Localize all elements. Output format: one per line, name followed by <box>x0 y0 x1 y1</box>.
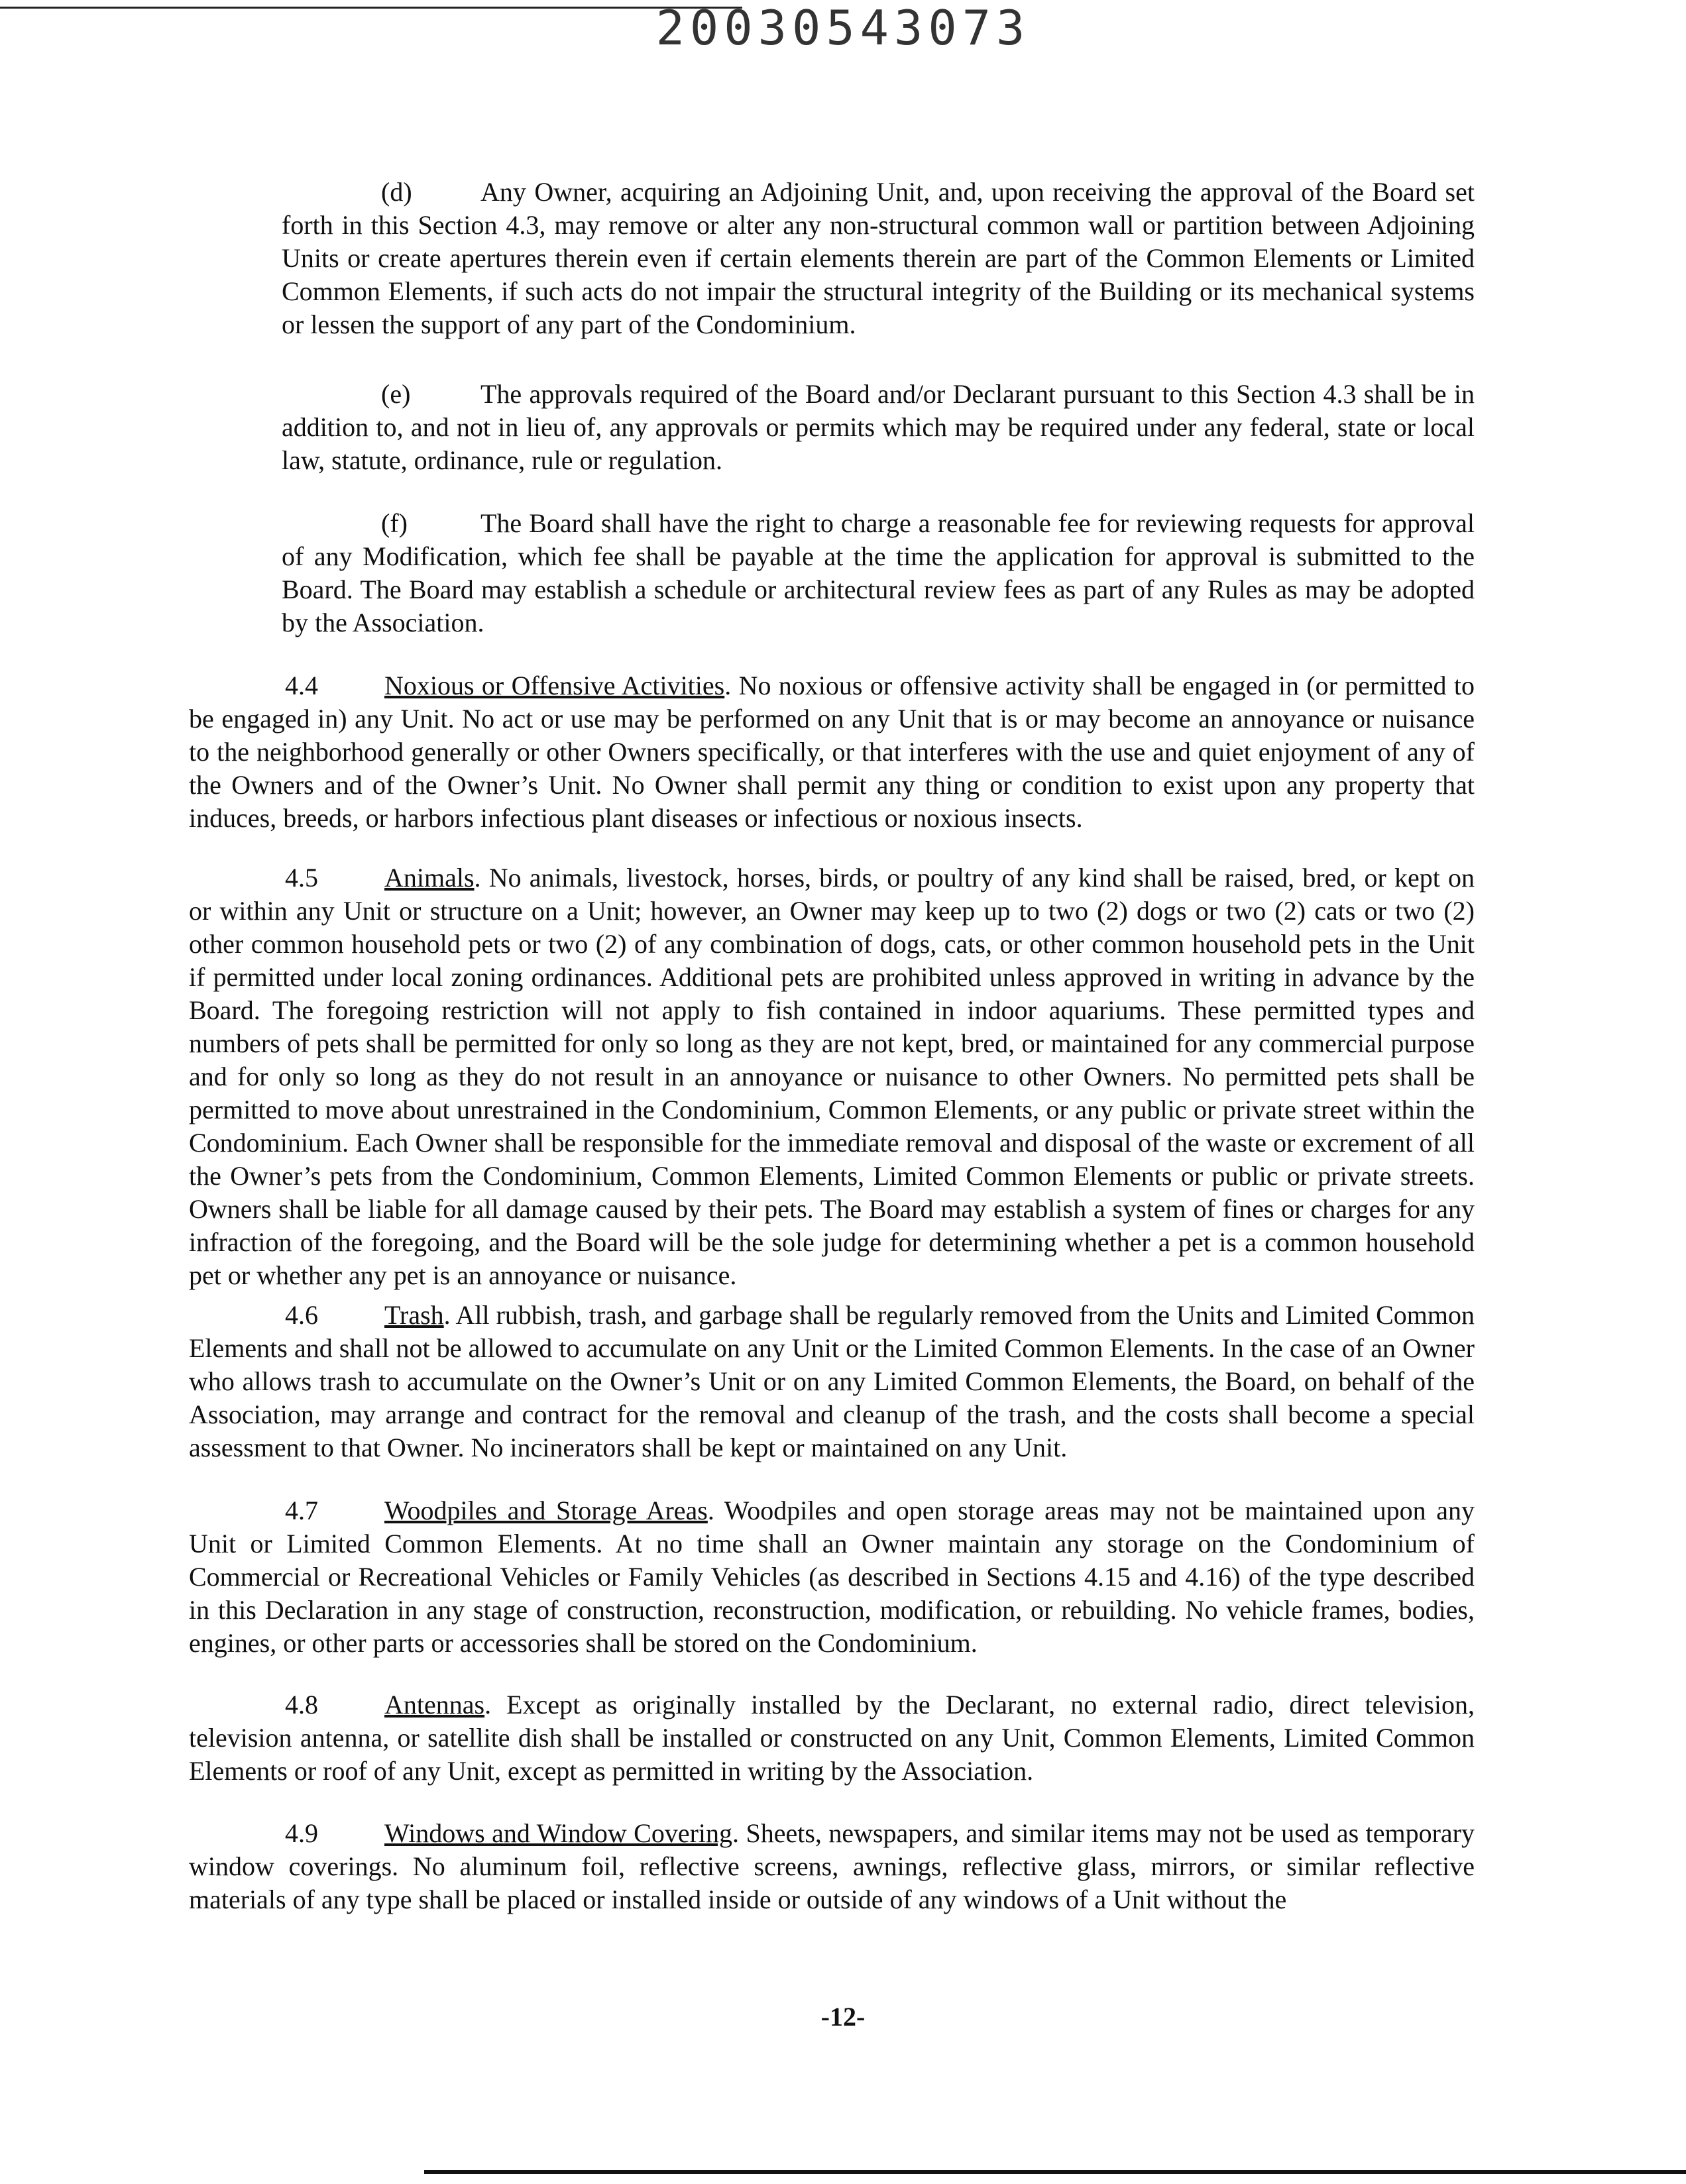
section-4-4 <box>189 669 1475 835</box>
section-heading: Trash <box>384 1300 444 1330</box>
section-4-6 <box>189 1299 1475 1464</box>
section-text: . No animals, livestock, horses, birds, or poultry of any kind shall be raised, bred, or kept on or within any Unit or structure on a Unit; however, an Owner may keep up to two (2) dogs or two (2) cats or two (2) other common household pets or two (2) of any combination of dogs, cats, or other common household pets in the Unit if permitted under local zoning ordinances. Additional pets are prohibited unless approved in writing in advance by the Board. The foregoing restriction will not apply to fish contained in indoor aquariums. These permitted types and numbers of pets shall be permitted for only so long as they are not kept, bred, or maintained for any commercial purpose and for only so long as they do not result in an annoyance or nuisance to other Owners. No permitted pets shall be permitted to move about unrestrained in the Condominium, Common Elements, or any public or private street within the Condominium. Each Owner shall be responsible for the immediate removal and disposal of the waste or excrement of all the Owner’s pets from the Condominium, Common Elements, Limited Common Elements or public or private streets. Owners shall be liable for all damage caused by their pets. The Board may establish a system of fines or charges for any infraction of the foregoing, and the Board will be the sole judge for determining whether a pet is a common household pet or whether any pet is an annoyance or nuisance. <box>189 863 1475 1290</box>
section-heading: Animals <box>384 863 475 893</box>
section-number: 4.8 <box>285 1690 318 1720</box>
section-number: 4.4 <box>285 671 318 700</box>
section-heading: Windows and Window Covering <box>384 1818 733 1848</box>
section-number: 4.5 <box>285 863 318 893</box>
section-number: 4.6 <box>285 1300 318 1330</box>
section-heading: Woodpiles and Storage Areas <box>384 1496 708 1525</box>
paragraph-label: (e) <box>381 379 411 409</box>
section-number: 4.9 <box>285 1818 318 1848</box>
paragraph-text: The Board shall have the right to charge a reasonable fee for reviewing requests for approval of any Modification, which fee shall be payable at the time the application for approval is submitted to the Board. The Board may establish a schedule or architectural review fees as part of any Rules as may be adopted by the Association. <box>282 508 1475 637</box>
section-text: . Woodpiles and open storage areas may not be maintained upon any Unit or Limited Common Elements. At no time shall an Owner maintain any storage on the Condominium of Commercial or Recreational Vehicles or Family Vehicles (as described in Sections 4.15 and 4.16) of the type described in this Declaration in any stage of construction, reconstruction, modification, or rebuilding. No vehicle frames, bodies, engines, or other parts or accessories shall be stored on the Condominium. <box>189 1496 1475 1658</box>
paragraph-text: The approvals required of the Board and/or Declarant pursuant to this Section 4.3 shall be in addition to, and not in lieu of, any approvals or permits which may be required under any federal, state or local law, statute, ordinance, rule or regulation. <box>282 379 1475 475</box>
section-4-7 <box>189 1494 1475 1660</box>
paragraph-f <box>282 507 1475 639</box>
paragraph-label: (d) <box>381 177 412 207</box>
paragraph-d <box>282 176 1475 341</box>
section-heading: Noxious or Offensive Activities <box>384 671 725 700</box>
page-number: -12- <box>820 2002 866 2032</box>
bottom-rule <box>424 2170 1686 2174</box>
section-text: . No noxious or offensive activity shall be engaged in (or permitted to be engaged in) any Unit. No act or use may be performed on any Unit that is or may become an annoyance or nuisance to the neighborhood generally or other Owners specifically, or that interferes with the use and quiet enjoyment of any of the Owners and of the Owner’s Unit. No Owner shall permit any thing or condition to exist upon any property that induces, breeds, or harbors infectious plant diseases or infectious or noxious insects. <box>189 671 1475 833</box>
section-text: . Sheets, newspapers, and similar items may not be used as temporary window coverings. No aluminum foil, reflective screens, awnings, reflective glass, mirrors, or similar reflective materials of any type shall be placed or installed inside or outside of any windows of a Unit without the <box>189 1818 1475 1914</box>
section-heading: Antennas <box>384 1690 485 1720</box>
section-4-5 <box>189 861 1475 1292</box>
section-4-8 <box>189 1688 1475 1788</box>
section-number: 4.7 <box>285 1496 318 1525</box>
paragraph-e <box>282 378 1475 477</box>
section-text: . All rubbish, trash, and garbage shall be regularly removed from the Units and Limited Common Elements and shall not be allowed to accumulate on any Unit or the Limited Common Elements. In the case of an Owner who allows trash to accumulate on the Owner’s Unit or on any Limited Common Elements, the Board, on behalf of the Association, may arrange and contract for the removal and cleanup of the trash, and the costs shall become a special assessment to that Owner. No incinerators shall be kept or maintained on any Unit. <box>189 1300 1475 1462</box>
paragraph-label: (f) <box>381 508 408 538</box>
section-text: . Except as originally installed by the Declarant, no external radio, direct television, television antenna, or satellite dish shall be installed or constructed on any Unit, Common Elements, Limited Common Elements or roof of any Unit, except as permitted in writing by the Association. <box>189 1690 1475 1786</box>
document-number: 20030543073 <box>655 0 1031 56</box>
section-4-9 <box>189 1817 1475 1916</box>
paragraph-text: Any Owner, acquiring an Adjoining Unit, and, upon receiving the approval of the Board set forth in this Section 4.3, may remove or alter any non-structural common wall or partition between Adjoining Units or create apertures therein even if certain elements therein are part of the Common Elements or Limited Common Elements, if such acts do not impair the structural integrity of the Building or its mechanical systems or lessen the support of any part of the Condominium. <box>282 177 1475 339</box>
